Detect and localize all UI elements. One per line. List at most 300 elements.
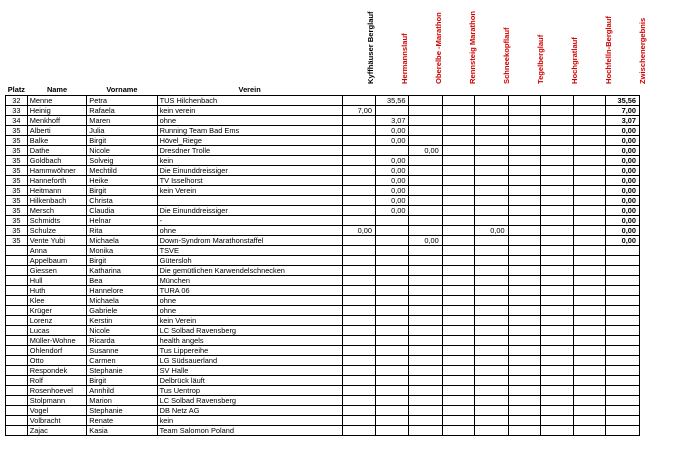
results-table	[5, 85, 640, 436]
cell-result	[375, 246, 409, 256]
cell-zwischenergebnis	[606, 366, 640, 376]
cell-result	[508, 226, 541, 236]
cell-result	[342, 276, 375, 286]
cell-name: Heinig	[27, 106, 87, 116]
cell-result	[573, 426, 606, 436]
table-row	[6, 376, 640, 386]
cell-vorname: Birgit	[87, 376, 157, 386]
table-row	[6, 236, 640, 246]
cell-result	[573, 206, 606, 216]
cell-result	[541, 216, 574, 226]
cell-result	[541, 176, 574, 186]
race-header-label: Oberelbe -Marathon	[434, 12, 443, 84]
cell-result	[342, 386, 375, 396]
cell-result	[541, 356, 574, 366]
cell-result	[342, 356, 375, 366]
cell-name: Menkhoff	[27, 116, 87, 126]
cell-result	[442, 236, 475, 246]
cell-result: 0,00	[409, 236, 442, 246]
cell-result	[342, 266, 375, 276]
cell-result	[508, 286, 541, 296]
cell-result	[475, 346, 508, 356]
race-header-label: Hermannslauf	[400, 33, 409, 84]
cell-verein: kein Verein	[157, 186, 342, 196]
cell-name: Dathe	[27, 146, 87, 156]
table-row	[6, 116, 640, 126]
cell-zwischenergebnis	[606, 386, 640, 396]
cell-zwischenergebnis	[606, 336, 640, 346]
cell-result: 0,00	[375, 126, 409, 136]
cell-vorname: Mechtild	[87, 166, 157, 176]
cell-zwischenergebnis: 0,00	[606, 146, 640, 156]
cell-result	[442, 366, 475, 376]
cell-vorname: Kasia	[87, 426, 157, 436]
cell-name: Respondek	[27, 366, 87, 376]
table-row	[6, 296, 640, 306]
cell-zwischenergebnis	[606, 256, 640, 266]
cell-result	[409, 426, 442, 436]
cell-result	[442, 296, 475, 306]
cell-verein: ohne	[157, 306, 342, 316]
cell-result	[508, 306, 541, 316]
cell-zwischenergebnis: 0,00	[606, 186, 640, 196]
cell-result	[573, 256, 606, 266]
cell-verein: ohne	[157, 296, 342, 306]
race-header-label: Tegelberglauf	[536, 34, 545, 84]
race-header-label: Hochgratlauf	[570, 37, 579, 84]
cell-vorname: Birgit	[87, 256, 157, 266]
cell-vorname: Carmen	[87, 356, 157, 366]
cell-result	[541, 366, 574, 376]
cell-verein: Die Einunddreissiger	[157, 206, 342, 216]
table-row	[6, 96, 640, 106]
cell-name: Rosenhoevel	[27, 386, 87, 396]
cell-result	[342, 396, 375, 406]
cell-result	[375, 286, 409, 296]
cell-result	[541, 306, 574, 316]
race-header-4	[503, 2, 537, 84]
table-row	[6, 166, 640, 176]
cell-result	[442, 336, 475, 346]
cell-result	[573, 136, 606, 146]
cell-result: 0,00	[375, 196, 409, 206]
cell-verein: kein verein	[157, 106, 342, 116]
cell-result	[442, 126, 475, 136]
cell-vorname: Hannelore	[87, 286, 157, 296]
cell-result	[573, 236, 606, 246]
cell-vorname: Michaela	[87, 236, 157, 246]
cell-result	[475, 276, 508, 286]
cell-name: Huth	[27, 286, 87, 296]
cell-vorname: Heike	[87, 176, 157, 186]
cell-result	[342, 376, 375, 386]
cell-vorname: Rita	[87, 226, 157, 236]
cell-result	[442, 346, 475, 356]
cell-result	[342, 346, 375, 356]
cell-result	[508, 146, 541, 156]
cell-result	[573, 376, 606, 386]
cell-result	[442, 376, 475, 386]
cell-result	[342, 296, 375, 306]
cell-result	[375, 376, 409, 386]
cell-result	[442, 396, 475, 406]
cell-result	[508, 176, 541, 186]
cell-platz	[6, 426, 28, 436]
cell-result	[442, 206, 475, 216]
cell-result: 0,00	[342, 226, 375, 236]
cell-zwischenergebnis: 0,00	[606, 126, 640, 136]
cell-name: Klee	[27, 296, 87, 306]
cell-vorname: Rafaela	[87, 106, 157, 116]
cell-name: Mersch	[27, 206, 87, 216]
cell-result	[409, 186, 442, 196]
cell-result	[442, 426, 475, 436]
cell-result	[409, 326, 442, 336]
table-row	[6, 176, 640, 186]
cell-result	[409, 316, 442, 326]
cell-zwischenergebnis	[606, 266, 640, 276]
cell-platz: 35	[6, 146, 28, 156]
cell-result	[573, 226, 606, 236]
cell-result	[573, 326, 606, 336]
cell-zwischenergebnis	[606, 406, 640, 416]
cell-result	[508, 96, 541, 106]
cell-zwischenergebnis: 0,00	[606, 216, 640, 226]
cell-result	[342, 136, 375, 146]
cell-result	[442, 306, 475, 316]
table-row	[6, 416, 640, 426]
race-header-label: Schneekopflauf	[502, 27, 511, 84]
cell-result	[342, 206, 375, 216]
cell-result	[409, 386, 442, 396]
cell-vorname: Helnar	[87, 216, 157, 226]
cell-result	[409, 346, 442, 356]
cell-result	[541, 266, 574, 276]
cell-result: 0,00	[375, 186, 409, 196]
cell-result	[342, 306, 375, 316]
cell-name: Menne	[27, 96, 87, 106]
cell-result	[573, 216, 606, 226]
cell-vorname: Monika	[87, 246, 157, 256]
cell-result	[409, 96, 442, 106]
cell-verein: Running Team Bad Ems	[157, 126, 342, 136]
cell-result	[342, 146, 375, 156]
cell-result	[375, 306, 409, 316]
cell-result	[342, 156, 375, 166]
cell-vorname: Kerstin	[87, 316, 157, 326]
cell-platz: 33	[6, 106, 28, 116]
cell-name: Schmidts	[27, 216, 87, 226]
cell-verein: DB Netz AG	[157, 406, 342, 416]
cell-name: Zajac	[27, 426, 87, 436]
cell-result	[541, 166, 574, 176]
cell-result	[442, 166, 475, 176]
cell-result	[375, 406, 409, 416]
cell-result	[442, 176, 475, 186]
cell-result	[475, 386, 508, 396]
table-row	[6, 146, 640, 156]
table-row	[6, 186, 640, 196]
cell-result	[442, 216, 475, 226]
cell-result: 0,00	[375, 166, 409, 176]
cell-result	[573, 176, 606, 186]
cell-result	[541, 146, 574, 156]
cell-vorname: Marion	[87, 396, 157, 406]
cell-result	[573, 356, 606, 366]
cell-platz: 35	[6, 176, 28, 186]
cell-result	[442, 156, 475, 166]
cell-result	[573, 416, 606, 426]
cell-verein: München	[157, 276, 342, 286]
cell-result: 35,56	[375, 96, 409, 106]
cell-result	[409, 226, 442, 236]
cell-result	[409, 406, 442, 416]
header-row	[6, 85, 640, 96]
cell-result	[541, 196, 574, 206]
cell-result	[541, 416, 574, 426]
cell-result	[442, 136, 475, 146]
cell-result	[508, 336, 541, 346]
cell-result	[573, 246, 606, 256]
cell-verein: kein	[157, 416, 342, 426]
cell-result	[342, 416, 375, 426]
cell-result	[342, 426, 375, 436]
cell-result	[342, 166, 375, 176]
cell-platz	[6, 266, 28, 276]
cell-result	[541, 206, 574, 216]
cell-result	[508, 206, 541, 216]
cell-result	[342, 196, 375, 206]
cell-zwischenergebnis: 35,56	[606, 96, 640, 106]
cell-result	[442, 406, 475, 416]
cell-result	[342, 246, 375, 256]
cell-result	[442, 246, 475, 256]
cell-result	[508, 356, 541, 366]
table-row	[6, 136, 640, 146]
table-row	[6, 426, 640, 436]
cell-result	[573, 186, 606, 196]
cell-result	[541, 396, 574, 406]
cell-result	[475, 176, 508, 186]
cell-result	[375, 356, 409, 366]
cell-result	[375, 296, 409, 306]
cell-result	[573, 266, 606, 276]
cell-name: Hull	[27, 276, 87, 286]
cell-zwischenergebnis	[606, 286, 640, 296]
cell-result	[475, 366, 508, 376]
cell-result	[342, 96, 375, 106]
cell-result	[541, 296, 574, 306]
cell-result	[409, 126, 442, 136]
race-header-6	[571, 2, 605, 84]
table-row	[6, 396, 640, 406]
table-row	[6, 106, 640, 116]
cell-result	[508, 396, 541, 406]
cell-result	[442, 326, 475, 336]
cell-result	[409, 286, 442, 296]
cell-result	[375, 146, 409, 156]
cell-result	[409, 196, 442, 206]
cell-result	[375, 346, 409, 356]
cell-zwischenergebnis: 0,00	[606, 226, 640, 236]
cell-result	[442, 146, 475, 156]
cell-result	[475, 416, 508, 426]
table-row	[6, 196, 640, 206]
cell-result	[508, 386, 541, 396]
cell-result: 0,00	[375, 176, 409, 186]
cell-result	[508, 376, 541, 386]
cell-name: Rolf	[27, 376, 87, 386]
cell-result	[541, 246, 574, 256]
cell-result	[573, 386, 606, 396]
cell-name: Otto	[27, 356, 87, 366]
table-row	[6, 226, 640, 236]
cell-result	[442, 286, 475, 296]
cell-result	[409, 376, 442, 386]
cell-result	[573, 276, 606, 286]
cell-result	[508, 166, 541, 176]
cell-name: Lucas	[27, 326, 87, 336]
header-name: Name	[46, 85, 68, 94]
cell-result	[342, 286, 375, 296]
cell-platz	[6, 306, 28, 316]
race-header-5	[537, 2, 571, 84]
cell-platz	[6, 376, 28, 386]
cell-vorname: Maren	[87, 116, 157, 126]
cell-zwischenergebnis	[606, 316, 640, 326]
cell-result	[375, 336, 409, 346]
table-row	[6, 386, 640, 396]
cell-result	[342, 126, 375, 136]
cell-result	[409, 136, 442, 146]
cell-result	[508, 366, 541, 376]
cell-verein: Hövel_Riege	[157, 136, 342, 146]
cell-result	[442, 106, 475, 116]
cell-platz	[6, 326, 28, 336]
cell-vorname: Katharina	[87, 266, 157, 276]
cell-result	[508, 426, 541, 436]
cell-name: Stolpmann	[27, 396, 87, 406]
cell-zwischenergebnis: 0,00	[606, 176, 640, 186]
cell-vorname: Solveig	[87, 156, 157, 166]
cell-result	[541, 336, 574, 346]
cell-result	[375, 216, 409, 226]
cell-platz	[6, 286, 28, 296]
cell-name: Schulze	[27, 226, 87, 236]
cell-result	[475, 106, 508, 116]
race-header-label: Kyffhäuser Berglauf	[366, 11, 375, 84]
cell-result	[573, 106, 606, 116]
cell-result	[342, 316, 375, 326]
cell-result	[541, 276, 574, 286]
cell-result	[573, 296, 606, 306]
cell-platz: 35	[6, 126, 28, 136]
cell-verein: TV Isselhorst	[157, 176, 342, 186]
cell-result	[375, 326, 409, 336]
cell-result	[475, 266, 508, 276]
cell-vorname: Stephanie	[87, 366, 157, 376]
cell-result	[573, 116, 606, 126]
cell-verein: -	[157, 216, 342, 226]
cell-result	[541, 96, 574, 106]
cell-result: 3,07	[375, 116, 409, 126]
cell-result	[475, 116, 508, 126]
cell-name: Heitmann	[27, 186, 87, 196]
race-header-2	[435, 2, 469, 84]
cell-result	[508, 186, 541, 196]
cell-zwischenergebnis	[606, 356, 640, 366]
cell-verein: TUS Hilchenbach	[157, 96, 342, 106]
cell-result	[442, 416, 475, 426]
cell-platz: 35	[6, 186, 28, 196]
cell-result	[409, 266, 442, 276]
cell-zwischenergebnis	[606, 276, 640, 286]
cell-result	[573, 396, 606, 406]
cell-result	[541, 186, 574, 196]
cell-verein: SV Halle	[157, 366, 342, 376]
cell-vorname: Renate	[87, 416, 157, 426]
cell-result	[508, 156, 541, 166]
race-header-label: Zwischenergebnis	[638, 17, 647, 84]
cell-vorname: Michaela	[87, 296, 157, 306]
cell-verein: ohne	[157, 226, 342, 236]
cell-result	[541, 226, 574, 236]
cell-result	[475, 166, 508, 176]
cell-platz	[6, 356, 28, 366]
cell-name: Goldbach	[27, 156, 87, 166]
cell-platz	[6, 276, 28, 286]
cell-result	[409, 216, 442, 226]
cell-platz	[6, 296, 28, 306]
cell-zwischenergebnis: 3,07	[606, 116, 640, 126]
cell-result	[375, 226, 409, 236]
cell-result: 0,00	[475, 226, 508, 236]
cell-result	[409, 206, 442, 216]
table-row	[6, 306, 640, 316]
cell-verein: LC Solbad Ravensberg	[157, 396, 342, 406]
cell-result	[442, 196, 475, 206]
cell-result	[342, 116, 375, 126]
cell-zwischenergebnis	[606, 346, 640, 356]
cell-platz	[6, 316, 28, 326]
cell-result	[409, 336, 442, 346]
cell-result	[573, 146, 606, 156]
cell-result	[342, 326, 375, 336]
cell-zwischenergebnis: 7,00	[606, 106, 640, 116]
table-row	[6, 346, 640, 356]
table-row	[6, 216, 640, 226]
cell-result	[409, 116, 442, 126]
cell-result	[342, 256, 375, 266]
cell-result	[573, 166, 606, 176]
cell-verein: Team Salomon Poland	[157, 426, 342, 436]
cell-result	[573, 366, 606, 376]
cell-result	[409, 296, 442, 306]
table-row	[6, 336, 640, 346]
cell-result	[475, 126, 508, 136]
cell-platz: 35	[6, 136, 28, 146]
cell-result	[442, 256, 475, 266]
cell-result	[541, 406, 574, 416]
cell-platz: 34	[6, 116, 28, 126]
cell-result	[375, 416, 409, 426]
table-row	[6, 316, 640, 326]
cell-result	[508, 316, 541, 326]
cell-result	[475, 246, 508, 256]
cell-vorname: Claudia	[87, 206, 157, 216]
cell-result	[442, 386, 475, 396]
cell-zwischenergebnis: 0,00	[606, 236, 640, 246]
